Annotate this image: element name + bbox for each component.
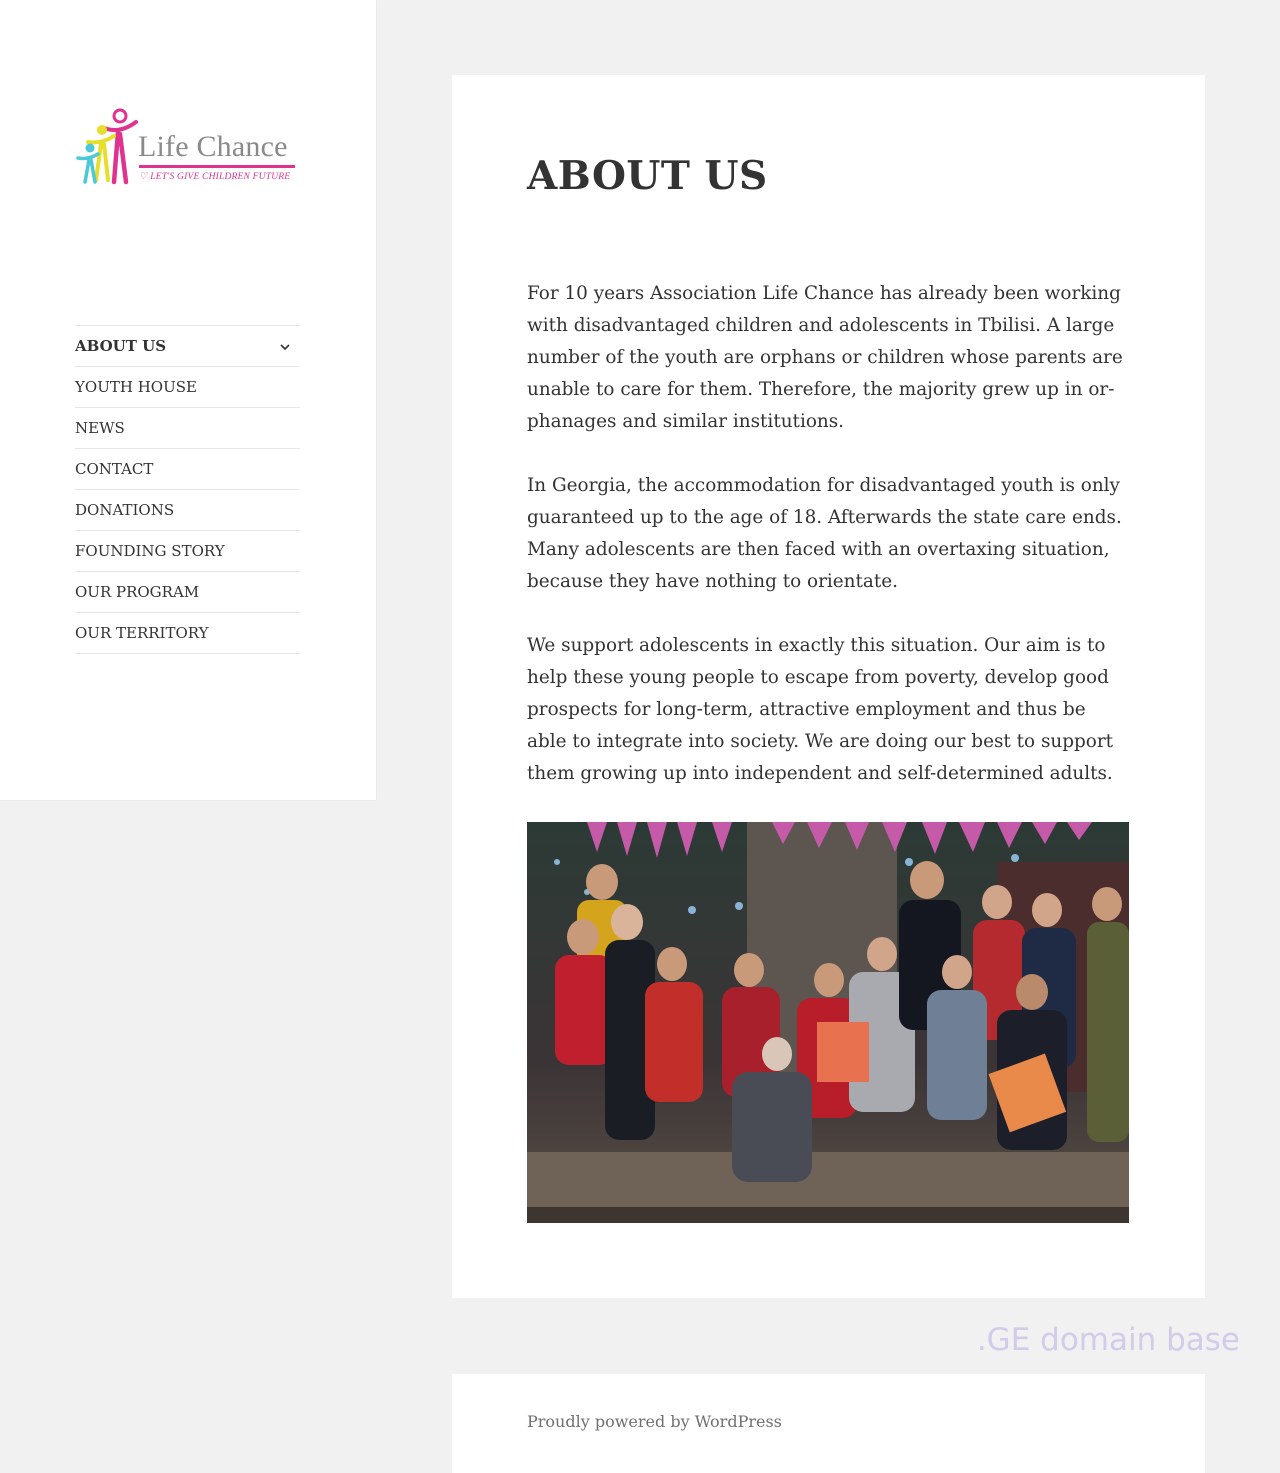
chevron-down-icon[interactable] <box>270 326 300 367</box>
nav-item-contact[interactable] <box>75 449 300 490</box>
nav-item-label: DONATIONS <box>75 501 175 519</box>
main-navigation <box>75 325 300 654</box>
logo-figures-icon <box>76 108 138 186</box>
paragraph: For 10 years Association Life Chance has already been working with disadvantaged children and adolescents in Tbilisi. A large number of the youth are orphans or children whose parents are unable to care for them. Therefore, the majority grew up in orphanages and similar institutions. <box>527 283 1123 432</box>
article <box>452 75 1205 1298</box>
group-photo <box>527 822 1129 1223</box>
nav-item-donations[interactable] <box>75 490 300 531</box>
nav-item-label: YOUTH HOUSE <box>75 378 197 396</box>
nav-item-label: OUR TERRITORY <box>75 624 209 642</box>
logo-tagline-text: LET'S GIVE CHILDREN FUTURE <box>150 172 291 182</box>
nav-item-youth-house[interactable] <box>75 367 300 408</box>
paragraph: We support adolescents in exactly this situation. Our aim is to help these young people to escape from poverty, develop good prospects for long-term, attractive employment and thus be able to integrate into society. We are doing our best to support them growing up into independent and self-determined adults. <box>527 635 1114 784</box>
site-logo[interactable] <box>76 108 300 188</box>
sidebar <box>0 0 376 800</box>
powered-by-link[interactable]: Proudly powered by WordPress <box>527 1412 782 1431</box>
nav-item-label: FOUNDING STORY <box>75 542 225 560</box>
page-title: ABOUT US <box>527 153 768 199</box>
nav-item-our-territory[interactable] <box>75 613 300 654</box>
nav-item-label: ABOUT US <box>75 337 167 355</box>
watermark: .GE domain base <box>976 1322 1240 1358</box>
logo-title: Life Chance <box>138 130 288 163</box>
logo-underline <box>139 165 295 168</box>
paragraph: In Georgia, the accommodation for disadvantaged youth is only guaranteed up to the age of 18. Afterwards the state care ends. Many adolescents are then faced with an overtaxing situation, because they have nothing to orientate. <box>527 475 1122 592</box>
nav-item-about-us[interactable] <box>75 326 300 367</box>
heart-icon: ♡ <box>139 172 148 182</box>
nav-item-label: NEWS <box>75 419 125 437</box>
site-footer <box>452 1374 1205 1473</box>
nav-item-label: CONTACT <box>75 460 154 478</box>
nav-item-label: OUR PROGRAM <box>75 583 200 601</box>
nav-item-founding-story[interactable] <box>75 531 300 572</box>
article-content <box>527 278 1130 822</box>
logo-tagline <box>139 171 290 182</box>
nav-item-news[interactable] <box>75 408 300 449</box>
nav-item-our-program[interactable] <box>75 572 300 613</box>
